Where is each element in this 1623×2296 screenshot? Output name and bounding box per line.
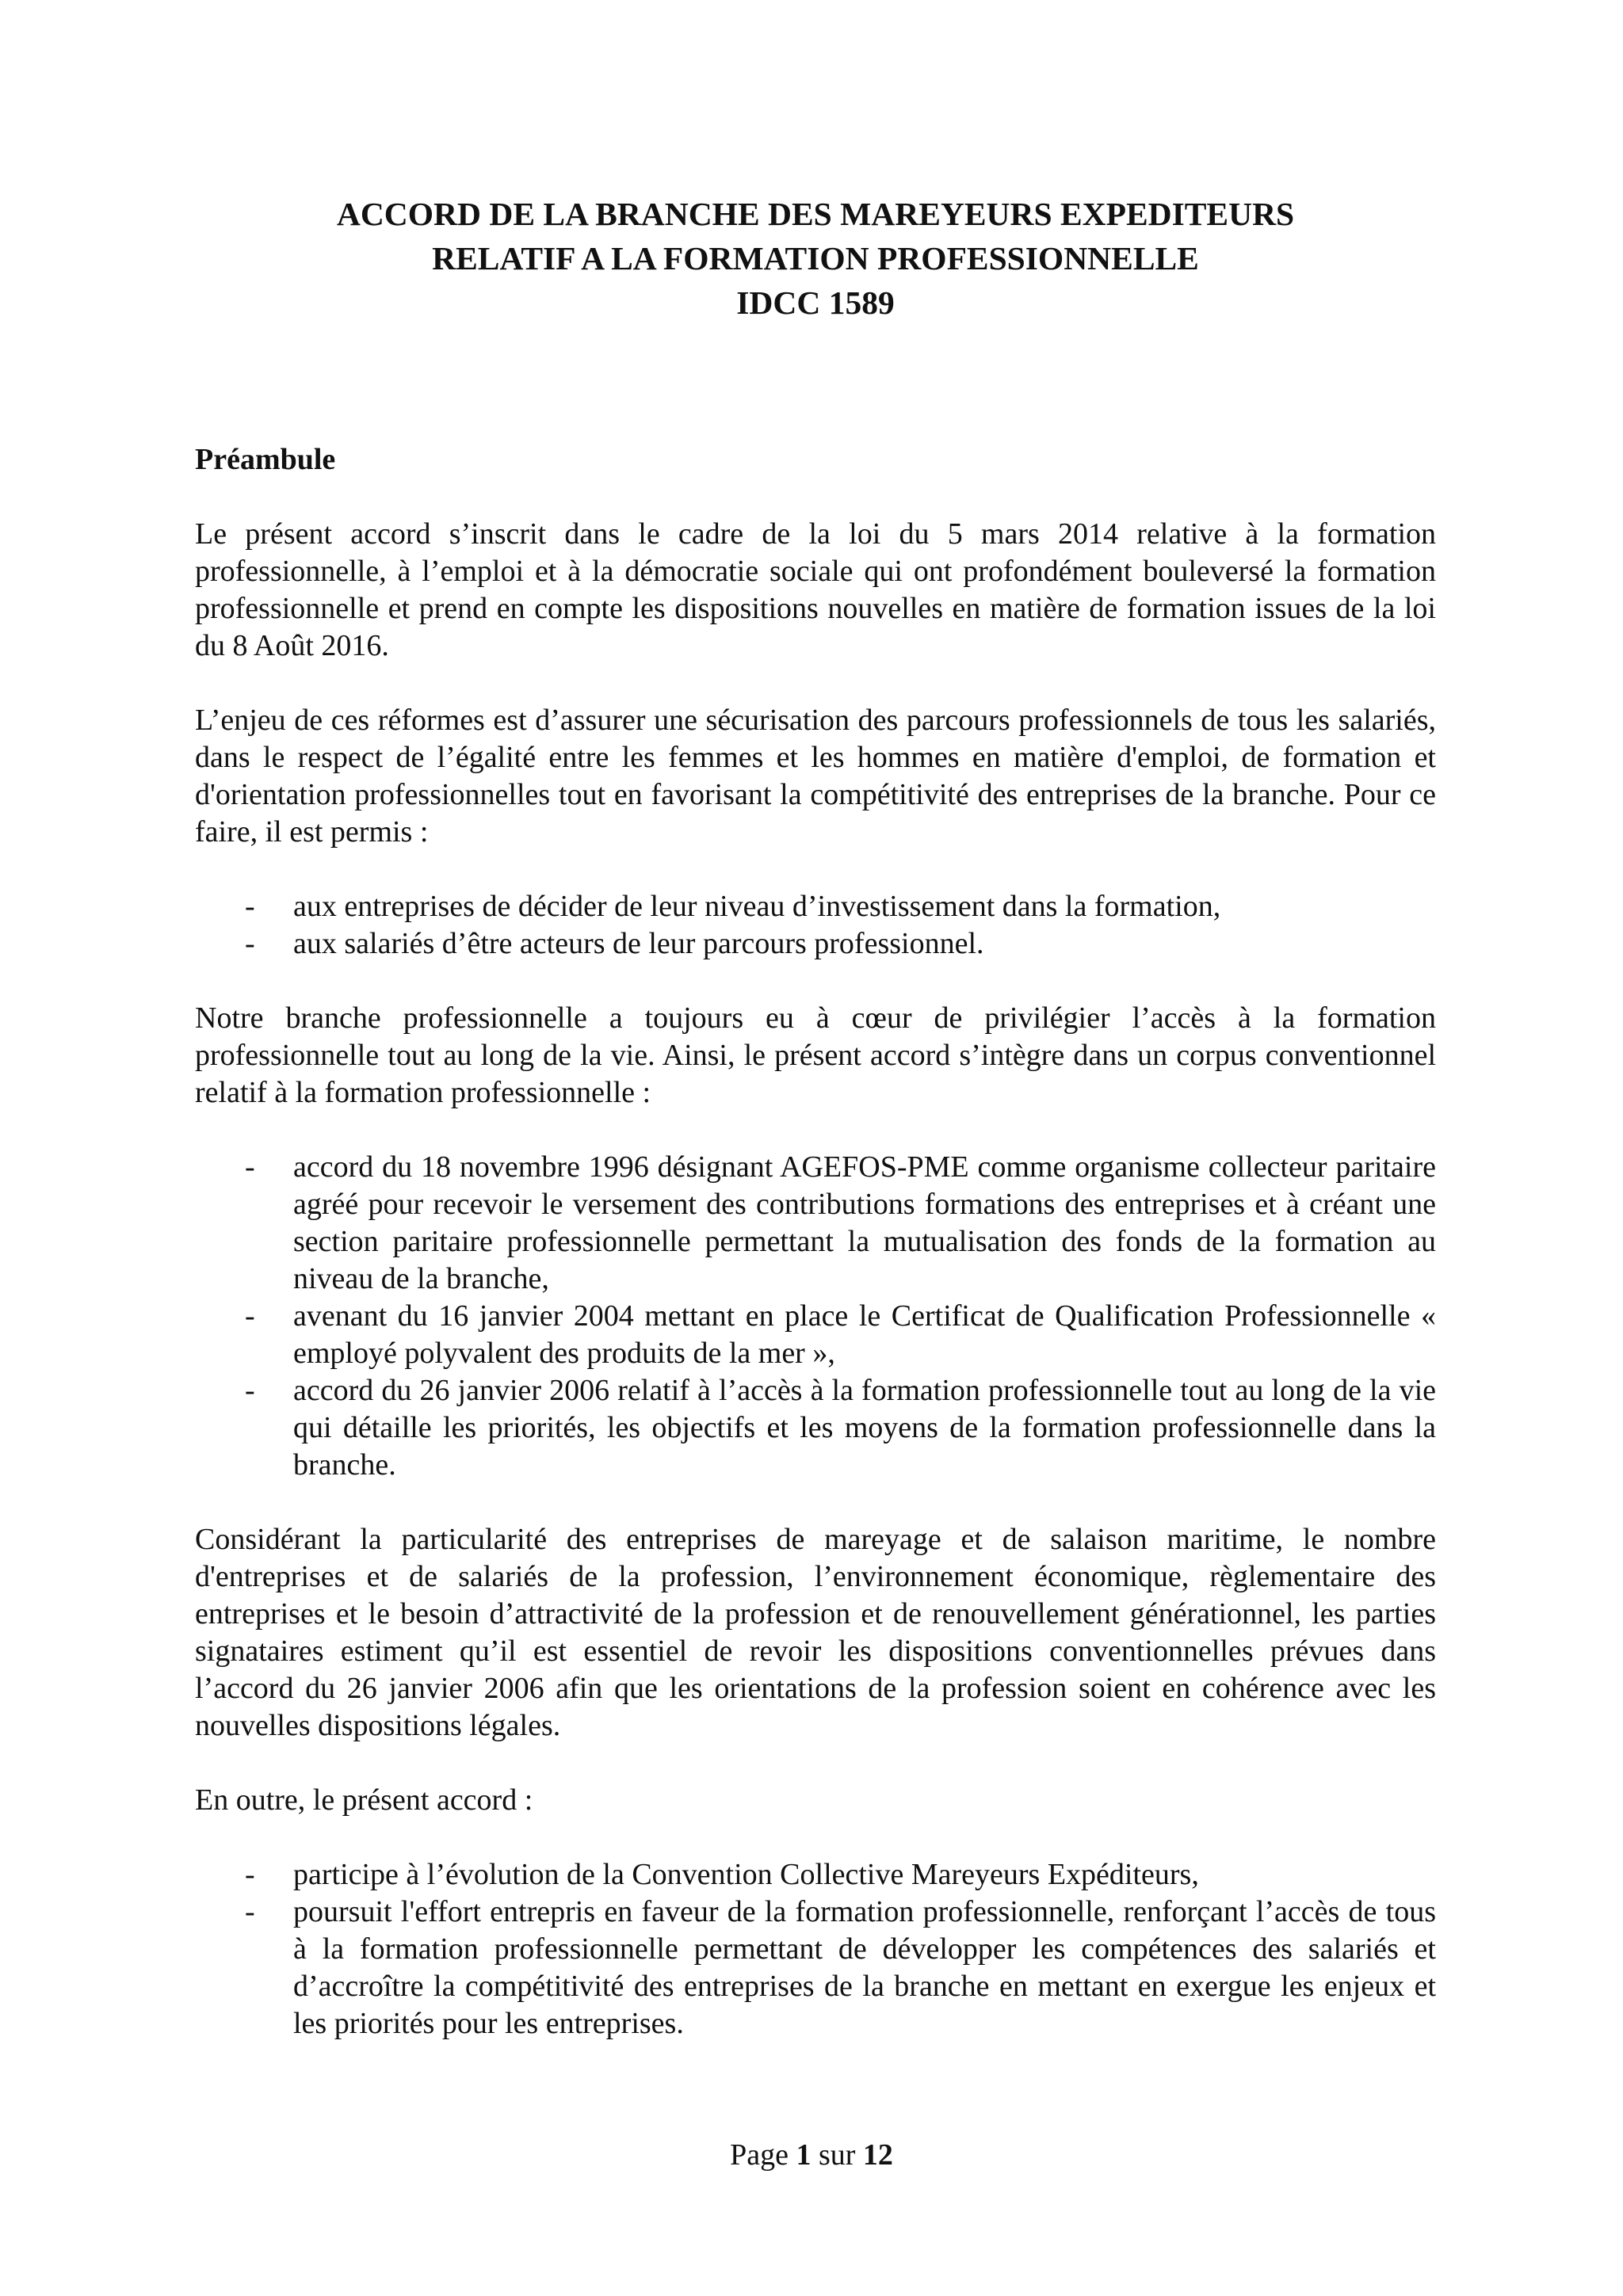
dash-bullet: - xyxy=(245,1895,255,1928)
paragraph-moreover: En outre, le présent accord : xyxy=(195,1783,533,1817)
list-item-text: poursuit l'effort entrepris en faveur de la formation professionnelle, renforçant l’accès de tous à la formation professionnelle permettant de développer les compétences des salariés et d’accroître la compétitivité des entreprises de la branche en mettant en exergue les enjeux et les priorités pour les entreprises. xyxy=(293,1895,1436,2040)
list-item xyxy=(195,1372,1436,1484)
conventional-corpus-list xyxy=(195,1149,1436,1484)
page-content xyxy=(195,192,1436,2042)
title-line-2: RELATIF A LA FORMATION PROFESSIONNELLE xyxy=(432,240,1199,277)
list-item-text: accord du 26 janvier 2006 relatif à l’accès à la formation professionnelle tout au long de la vie qui détaille les priorités, les objectifs et les moyens de la formation professionnelle dans la branche. xyxy=(293,1374,1436,1482)
paragraph-branch-commitment: Notre branche professionnelle a toujours eu à cœur de privilégier l’accès à la formation professionnelle tout au long de la vie. Ainsi, le présent accord s’intègre dans un corpus conventionnel relatif à la formation professionnelle : xyxy=(195,1001,1436,1109)
footer-page-word: Page xyxy=(730,2138,789,2172)
agreement-goals-list xyxy=(195,1856,1436,2042)
paragraph-law-context: Le présent accord s’inscrit dans le cadre de la loi du 5 mars 2014 relative à la formation professionnelle, à l’emploi et à la démocratie sociale qui ont profondément bouleversé la formation professionnelle et prend en compte les dispositions nouvelles en matière de formation issues de la loi du 8 Août 2016. xyxy=(195,517,1436,662)
paragraph-reform-stakes: L’enjeu de ces réformes est d’assurer une sécurisation des parcours professionnels de tous les salariés, dans le respect de l’égalité entre les femmes et les hommes en matière d'emploi, de formation et d'orientation professionnelles tout en favorisant la compétitivité des entreprises de la branche. Pour ce faire, il est permis : xyxy=(195,704,1436,849)
footer-page-number: 1 xyxy=(796,2138,812,2172)
document-title xyxy=(195,192,1436,325)
list-item-text: aux salariés d’être acteurs de leur parcours professionnel. xyxy=(293,927,984,960)
footer-total-pages: 12 xyxy=(862,2138,893,2172)
list-item xyxy=(195,1894,1436,2042)
dash-bullet: - xyxy=(245,927,255,960)
dash-bullet: - xyxy=(245,1858,255,1891)
list-item-text: accord du 18 novembre 1996 désignant AGEFOS-PME comme organisme collecteur paritaire agréé pour recevoir le versement des contributions formations des entreprises et à créant une section paritaire professionnelle permettant la mutualisation des fonds de la formation au niveau de la branche, xyxy=(293,1150,1436,1295)
dash-bullet: - xyxy=(245,1299,255,1333)
dash-bullet: - xyxy=(245,1150,255,1184)
dash-bullet: - xyxy=(245,1374,255,1407)
list-item xyxy=(195,1298,1436,1372)
permissions-list xyxy=(195,888,1436,963)
list-item-text: avenant du 16 janvier 2004 mettant en place le Certificat de Qualification Professionnelle « employé polyvalent des produits de la mer », xyxy=(293,1299,1436,1370)
page-footer xyxy=(0,2137,1623,2174)
list-item xyxy=(195,1856,1436,1894)
title-line-1: ACCORD DE LA BRANCHE DES MAREYEURS EXPEDITEURS xyxy=(336,196,1295,232)
list-item-text: participe à l’évolution de la Convention Collective Mareyeurs Expéditeurs, xyxy=(293,1858,1199,1891)
title-line-3: IDCC 1589 xyxy=(736,284,895,321)
paragraph-considering: Considérant la particularité des entreprises de mareyage et de salaison maritime, le nombre d'entreprises et de salariés de la profession, l’environnement économique, règlementaire des entreprises et le besoin d’attractivité de la profession et de renouvellement générationnel, les parties signataires estiment qu’il est essentiel de revoir les dispositions conventionnelles prévues dans l’accord du 26 janvier 2006 afin que les orientations de la profession soient en cohérence avec les nouvelles dispositions légales. xyxy=(195,1523,1436,1742)
footer-of-word: sur xyxy=(818,2138,856,2172)
list-item xyxy=(195,888,1436,925)
list-item-text: aux entreprises de décider de leur niveau d’investissement dans la formation, xyxy=(293,890,1221,923)
list-item xyxy=(195,1149,1436,1298)
dash-bullet: - xyxy=(245,890,255,923)
list-item xyxy=(195,925,1436,963)
preamble-heading: Préambule xyxy=(195,443,336,476)
